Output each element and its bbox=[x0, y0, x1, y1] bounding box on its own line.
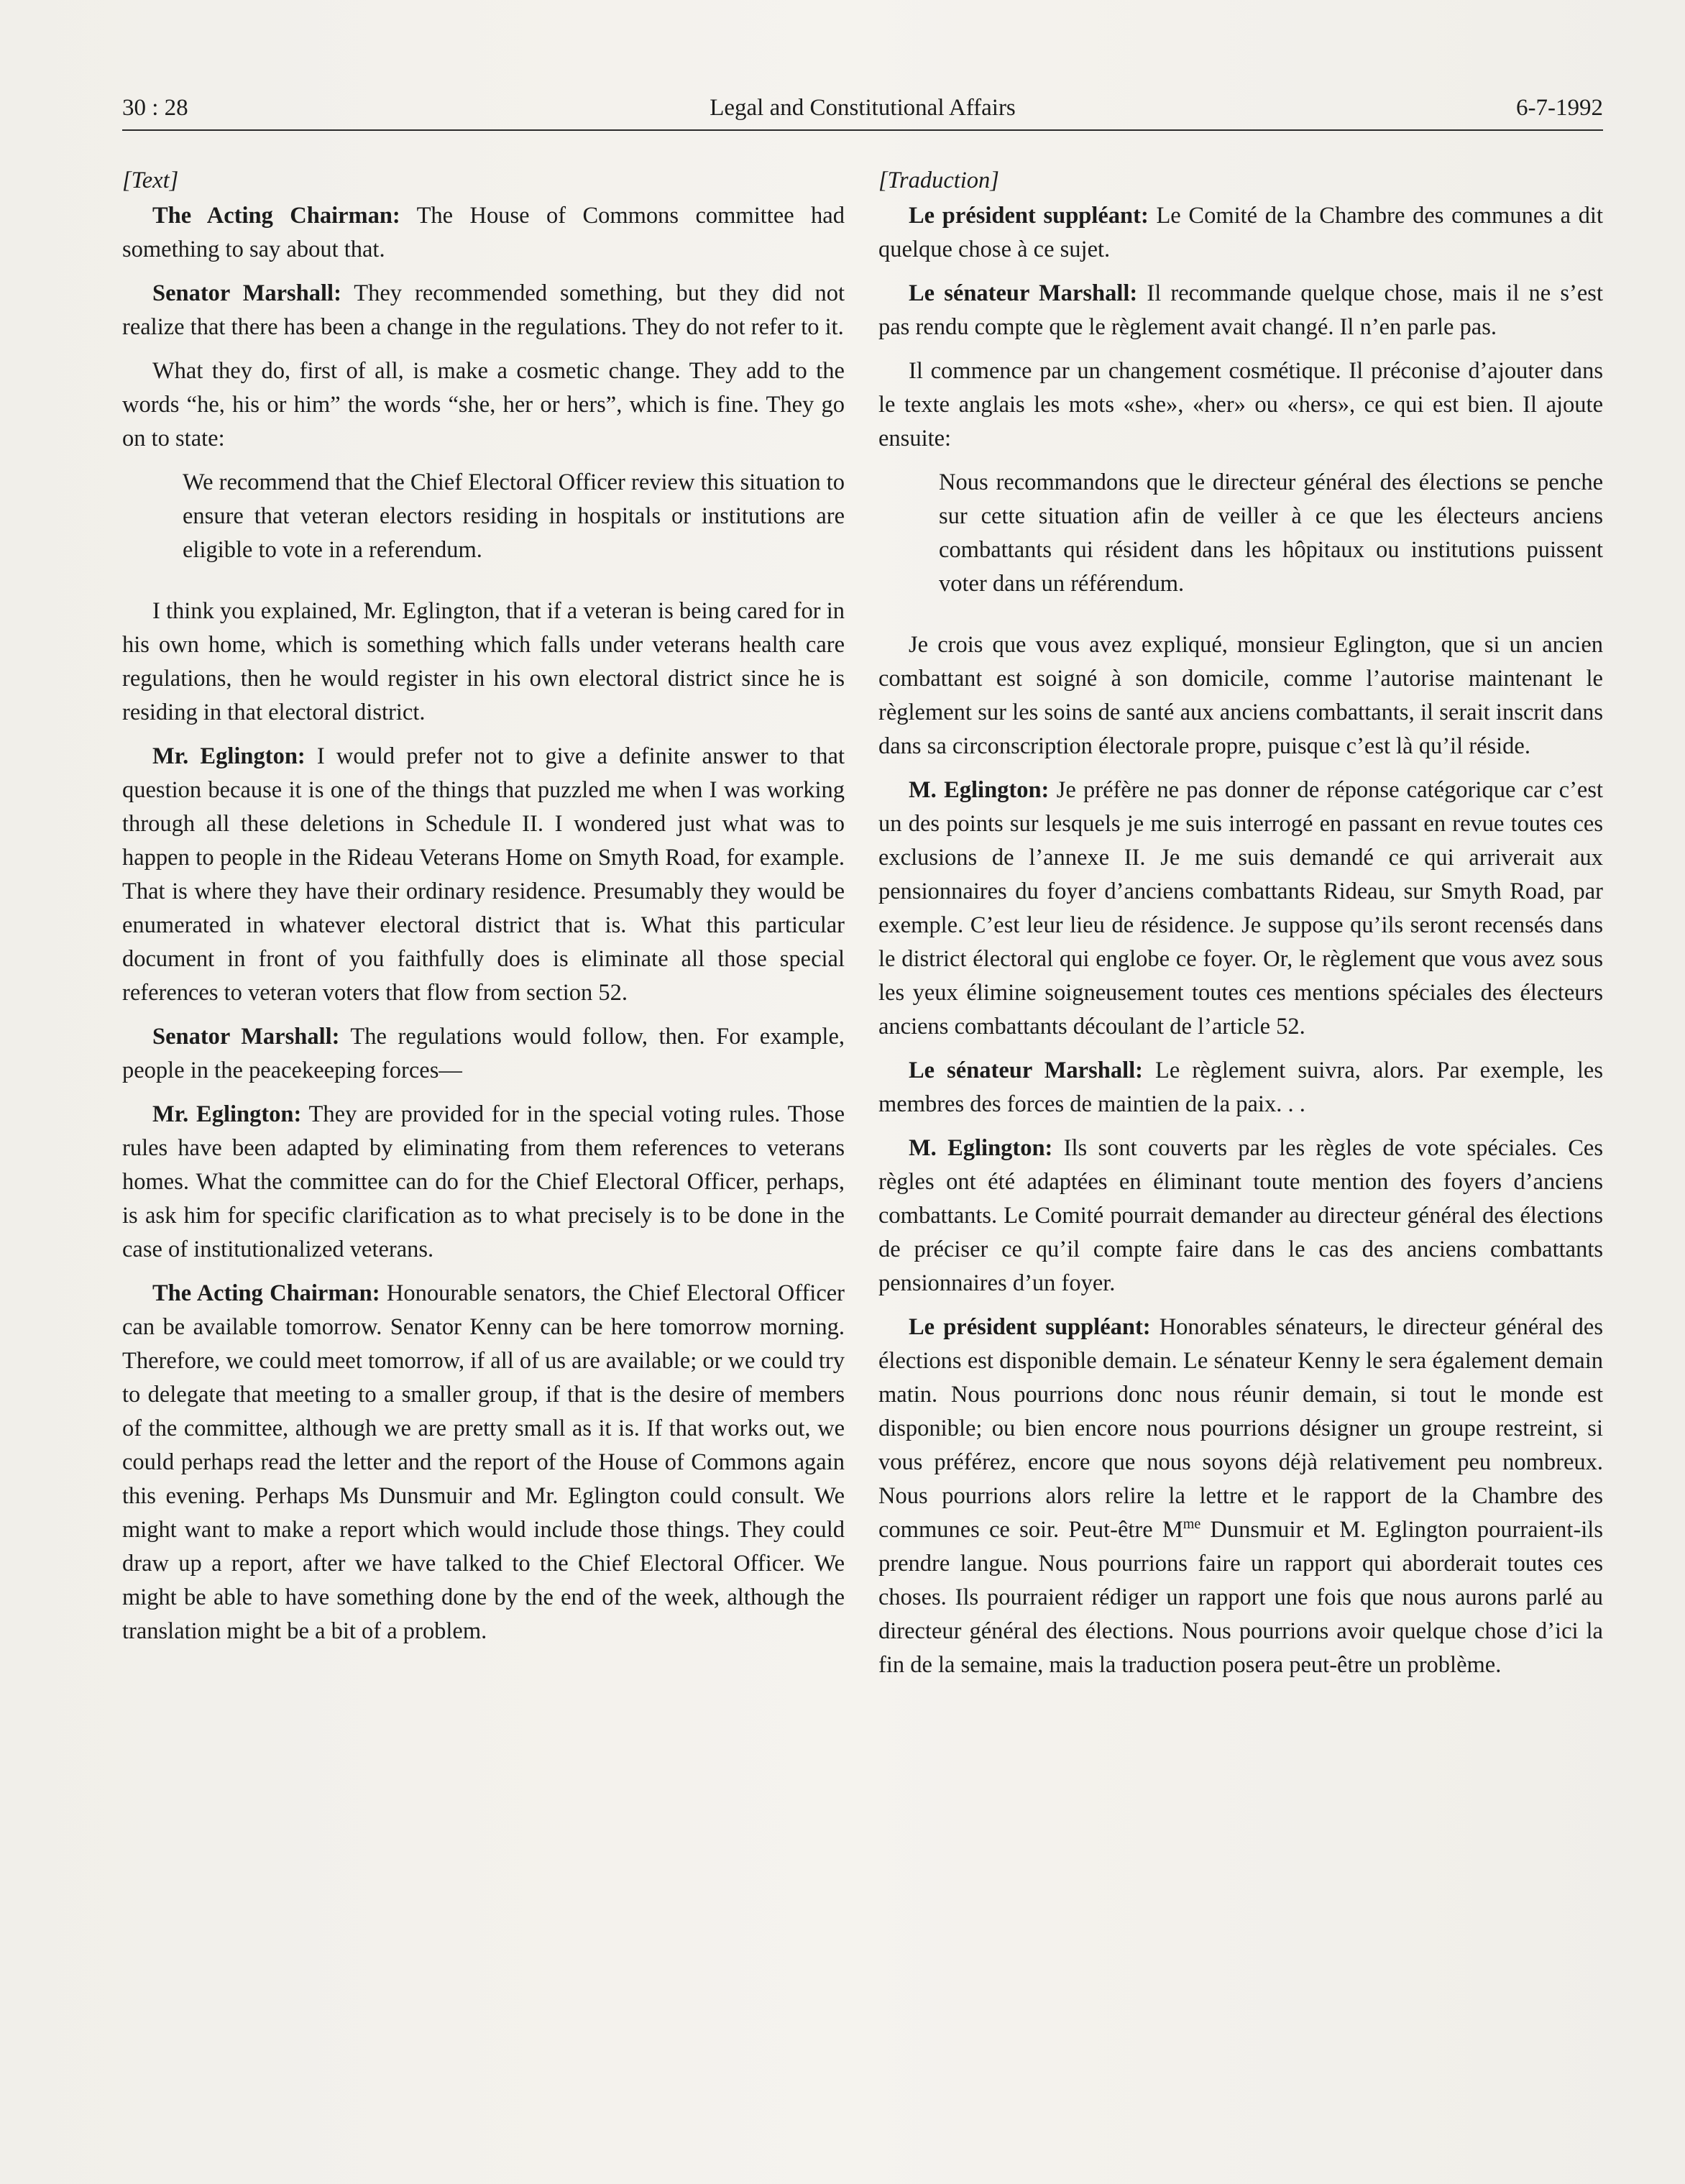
page-number: 30 : 28 bbox=[122, 95, 188, 121]
speaker-name: Le sénateur Marshall: bbox=[909, 1057, 1143, 1083]
speaker-name: Le président suppléant: bbox=[909, 1314, 1151, 1340]
speaker-name: M. Eglington: bbox=[909, 1135, 1053, 1161]
paragraph bbox=[122, 1098, 845, 1267]
paragraph bbox=[878, 774, 1603, 1044]
paragraph bbox=[122, 1277, 845, 1648]
speaker-name: Senator Marshall: bbox=[152, 280, 341, 306]
speech-text: The regulations would follow, then. For example, people in the peacekeeping forces— bbox=[122, 1024, 845, 1083]
speech-text: I think you explained, Mr. Eglington, that if a veteran is being cared for in his own home, which is something which falls under veterans health care regulations, then he would register in his own electoral district since he is residing in that electoral district. bbox=[122, 598, 845, 725]
speech-text: Honorables sénateurs, le directeur général des élections est disponible demain. Le sénateur Kenny le sera également demain matin. Nous pourrions donc nous réunir demain, si tout le monde est disponible; ou bien encore nous pourrions désigner un groupe restreint, si vous préférez, encore que nous soyons déjà relativement peu nombreux. Nous pourrions alors relire la lettre et le rapport de la Chambre des communes ce soir. Peut-être M bbox=[878, 1314, 1603, 1543]
superscript-text: me bbox=[1183, 1516, 1201, 1533]
paragraph bbox=[878, 1054, 1603, 1121]
speaker-name: Le sénateur Marshall: bbox=[909, 280, 1138, 306]
page-date: 6-7-1992 bbox=[1516, 95, 1603, 121]
speaker-name: M. Eglington: bbox=[909, 777, 1050, 803]
column-label: [Traduction] bbox=[878, 168, 999, 193]
speech-text: I would prefer not to give a definite answer to that question because it is one of the things that puzzled me when I was working through all these deletions in Schedule II. I wondered just what was to happen to people in the Rideau Veterans Home on Smyth Road, for example. That is where they have their ordinary residence. Presumably they would be enumerated in whatever electoral district that is. What this particular document in front of you faithfully does is eliminate all those special references to veteran voters that flow from section 52. bbox=[122, 743, 845, 1006]
speech-text: Le Comité de la Chambre des communes a dit quelque chose à ce sujet. bbox=[878, 203, 1603, 262]
paragraph bbox=[878, 1132, 1603, 1300]
column-label: [Text] bbox=[122, 168, 179, 193]
speaker-name: The Acting Chairman: bbox=[152, 203, 400, 229]
block-quote: We recommend that the Chief Electoral Officer review this situation to ensure that veteran electors residing in hospitals or institutions are eligible to vote in a referendum. bbox=[183, 469, 845, 563]
speech-text: Dunsmuir et M. Eglington pourraient-ils prendre langue. Nous pourrions faire un rapport qui aborderait toutes ces choses. Ils pourraient rédiger un rapport une fois que nous aurons parlé au directeur général des élections. Nous pourrions avoir quelque chose d’ici la fin de la semaine, mais la traduction posera peut-être un problème. bbox=[878, 1517, 1603, 1678]
speech-text: Honourable senators, the Chief Electoral Officer can be available tomorrow. Senator Kenny can be here tomorrow morning. Therefore, we could meet tomorrow, if all of us are available; or we could try to delegate that meeting to a smaller group, if that is the desire of members of the committee, although we are pretty small as it is. If that works out, we could perhaps read the letter and the report of the House of Commons again this evening. Perhaps Ms Dunsmuir and Mr. Eglington could consult. We might want to make a report which would include those things. They could draw up a report, after we have talked to the Chief Electoral Officer. We might be able to have something done by the end of the week, although the translation might be a bit of a problem. bbox=[122, 1280, 845, 1644]
speech-text: They are provided for in the special voting rules. Those rules have been adapted by eliminating from them references to veterans homes. What the committee can do for the Chief Electoral Officer, perhaps, is ask him for specific clarification as to what precisely is to be done in the case of institutionalized veterans. bbox=[122, 1101, 845, 1262]
paragraph bbox=[122, 1020, 845, 1088]
page-header bbox=[122, 92, 1603, 131]
paragraph bbox=[122, 595, 845, 730]
speech-text: What they do, first of all, is make a cosmetic change. They add to the words “he, his or him” the words “she, her or hers”, which is fine. They go on to state: bbox=[122, 358, 845, 451]
speech-text: The House of Commons committee had something to say about that. bbox=[122, 203, 845, 262]
paragraph bbox=[878, 354, 1603, 456]
speech-text: Je préfère ne pas donner de réponse catégorique car c’est un des points sur lesquels je me suis interrogé en passant en revue toutes ces exclusions de l’annexe II. Je me suis demandé ce qui arriverait aux pensionnaires du foyer d’anciens combattants Rideau, sur Smyth Road, par exemple. C’est leur lieu de résidence. Je suppose qu’ils seront recensés dans le district électoral qui englobe ce foyer. Or, le règlement que vous avez sous les yeux élimine soigneusement toutes ces mentions spéciales des électeurs anciens combattants découlant de l’article 52. bbox=[878, 777, 1603, 1040]
speech-text: Il recommande quelque chose, mais il ne s’est pas rendu compte que le règlement avait changé. Il n’en parle pas. bbox=[878, 280, 1603, 340]
paragraph bbox=[878, 199, 1603, 267]
paragraph bbox=[122, 740, 845, 1010]
speaker-name: Le président suppléant: bbox=[909, 203, 1149, 229]
speech-text: Ils sont couverts par les règles de vote spéciales. Ces règles ont été adaptées en éliminant toute mention des foyers d’anciens combattants. Le Comité pourrait demander au directeur général des élections de préciser ce qu’il compte faire dans le cas des anciens combattants pensionnaires d’un foyer. bbox=[878, 1135, 1603, 1296]
speech-text: Il commence par un changement cosmétique. Il préconise d’ajouter dans le texte anglais les mots «she», «her» ou «hers», ce qui est bien. Il ajoute ensuite: bbox=[878, 358, 1603, 451]
paragraph bbox=[122, 277, 845, 344]
running-title: Legal and Constitutional Affairs bbox=[710, 95, 1016, 121]
block-quote: Nous recommandons que le directeur général des élections se penche sur cette situation afin de veiller à ce que les électeurs anciens combattants qui résident dans les hôpitaux ou institutions puissent voter dans un référendum. bbox=[939, 469, 1603, 597]
speech-text: They recommended something, but they did not realize that there has been a change in the regulations. They do not refer to it. bbox=[122, 280, 845, 340]
paragraph bbox=[878, 628, 1603, 763]
paragraph bbox=[122, 354, 845, 456]
speaker-name: Mr. Eglington: bbox=[152, 1101, 302, 1127]
speaker-name: Mr. Eglington: bbox=[152, 743, 306, 769]
english-column bbox=[122, 164, 845, 1658]
french-column bbox=[878, 164, 1603, 1692]
paragraph bbox=[878, 1311, 1603, 1682]
speaker-name: The Acting Chairman: bbox=[152, 1280, 380, 1306]
paragraph bbox=[122, 199, 845, 267]
speech-text: Le règlement suivra, alors. Par exemple, les membres des forces de maintien de la paix. . . bbox=[878, 1057, 1603, 1117]
speaker-name: Senator Marshall: bbox=[152, 1024, 340, 1050]
speech-text: Je crois que vous avez expliqué, monsieur Eglington, que si un ancien combattant est soigné à son domicile, comme l’autorise maintenant le règlement sur les soins de santé aux anciens combattants, il serait inscrit dans dans sa circonscription électorale propre, puisque c’est là qu’il réside. bbox=[878, 632, 1603, 759]
paragraph bbox=[878, 277, 1603, 344]
